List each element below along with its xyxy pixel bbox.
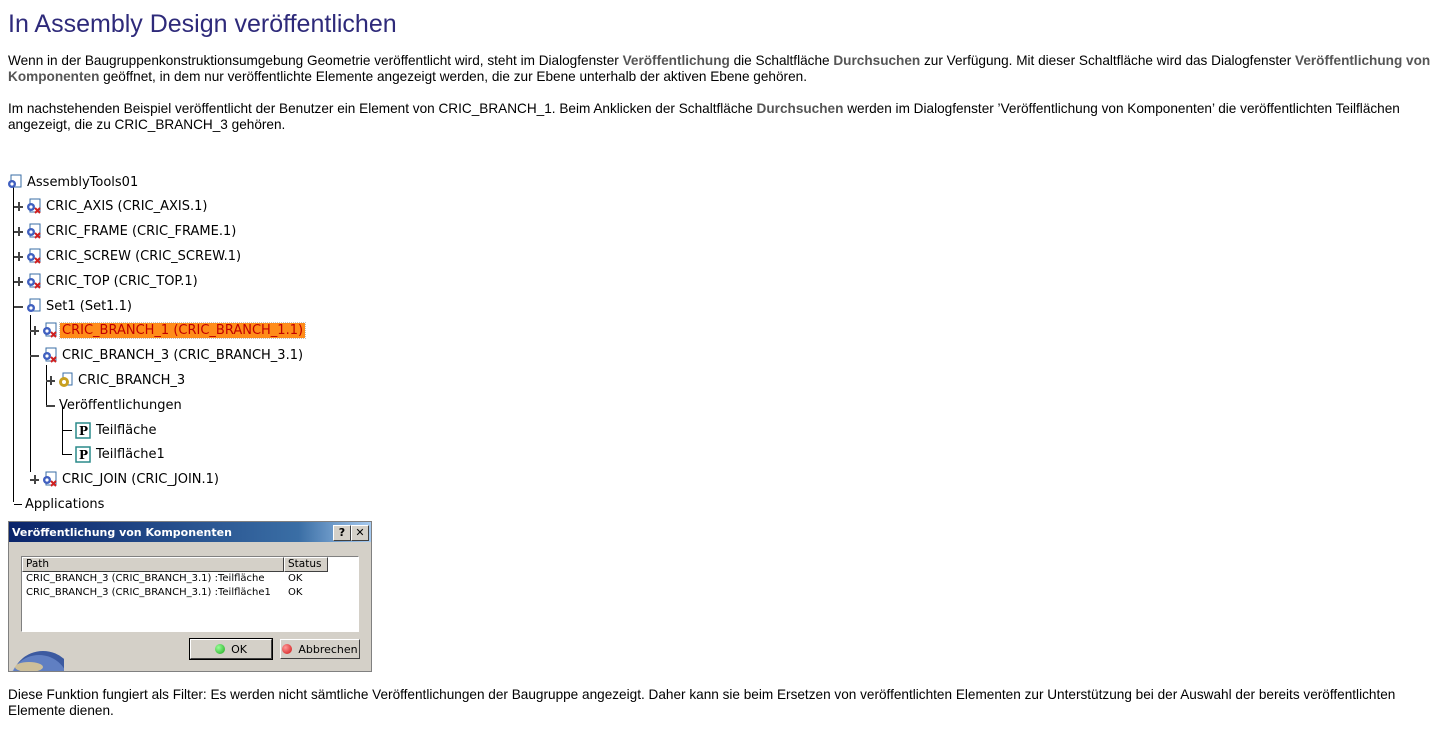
tree-node-label: CRIC_TOP (CRIC_TOP.1): [46, 273, 198, 289]
row-path: CRIC_BRANCH_3 (CRIC_BRANCH_3.1) :Teilfläche: [26, 573, 265, 584]
text-run: geöffnet, in dem nur veröffentlichte Elemente angezeigt werden, die zur Ebene unterhalb der aktiven Ebene gehören.: [99, 69, 807, 84]
collapse-icon[interactable]: [14, 302, 23, 311]
ok-button[interactable]: [190, 639, 272, 659]
column-header-status[interactable]: Status: [284, 557, 328, 572]
ui-term: Durchsuchen: [756, 101, 844, 116]
tree-node[interactable]: [30, 470, 221, 490]
catia-globe-icon: [9, 643, 64, 671]
assembly-icon: [25, 298, 42, 315]
tree-node[interactable]: [14, 296, 134, 316]
tree-node[interactable]: [14, 271, 200, 291]
expand-icon[interactable]: [14, 252, 23, 261]
expand-icon[interactable]: [14, 277, 23, 286]
example-paragraph: [8, 101, 1452, 133]
expand-icon[interactable]: [30, 475, 39, 484]
tree-node-label: CRIC_JOIN (CRIC_JOIN.1): [62, 472, 219, 488]
specification-tree: [0, 170, 400, 515]
product-icon: [41, 347, 58, 364]
tree-connector: [62, 454, 72, 455]
svg-text:P: P: [79, 423, 89, 438]
publication-icon: [75, 446, 92, 463]
column-header-path[interactable]: Path: [22, 557, 284, 572]
publication-icon: [75, 422, 92, 439]
ui-term: Veröffentlichung von Komponenten: [8, 53, 1431, 84]
tree-node-label: CRIC_BRANCH_3: [78, 372, 186, 388]
tree-node[interactable]: [14, 494, 106, 514]
help-button[interactable]: ?: [333, 525, 351, 541]
tree-node[interactable]: [14, 246, 243, 266]
expand-icon[interactable]: [14, 227, 23, 236]
tree-connector: [14, 504, 22, 505]
tree-node-label: Veröffentlichungen: [59, 397, 182, 413]
tree-node-label: Teilfläche1: [96, 447, 165, 463]
tree-connector: [62, 430, 72, 431]
svg-text:P: P: [79, 448, 89, 463]
ui-term: Veröffentlichung: [622, 53, 730, 68]
close-button[interactable]: ✕: [351, 525, 369, 541]
page-title: In Assembly Design veröffentlichen: [8, 10, 397, 38]
product-icon: [41, 471, 58, 488]
row-status: OK: [288, 573, 303, 584]
product-icon: [25, 198, 42, 215]
dialog-titlebar: [9, 522, 371, 542]
text-run: Im nachstehenden Beispiel veröffentlicht der Benutzer ein Element von CRIC_BRANCH_1. Beim Anklicken der Schaltfläche: [8, 101, 757, 116]
intro-paragraph: [8, 53, 1452, 85]
tree-node-label: CRIC_BRANCH_1 (CRIC_BRANCH_1.1): [62, 323, 304, 339]
tree-node[interactable]: [14, 222, 238, 242]
tree-node[interactable]: [30, 346, 305, 366]
collapse-icon[interactable]: [46, 401, 55, 410]
product-icon: [41, 322, 58, 339]
tree-node[interactable]: [75, 445, 167, 465]
tree-node[interactable]: [30, 321, 305, 341]
expand-icon[interactable]: [46, 376, 55, 385]
ok-button-label: OK: [231, 642, 247, 656]
dialog-title: Veröffentlichung von Komponenten: [12, 525, 232, 539]
tree-node[interactable]: [75, 420, 159, 440]
tree-node[interactable]: [14, 197, 210, 217]
list-header: [22, 557, 358, 572]
publication-list[interactable]: [21, 556, 359, 632]
collapse-icon[interactable]: [30, 351, 39, 360]
publication-components-dialog: [8, 521, 372, 672]
ok-status-icon: [215, 644, 225, 654]
cancel-status-icon: [282, 644, 292, 654]
assembly-icon: [6, 174, 23, 191]
expand-icon[interactable]: [30, 326, 39, 335]
tree-node[interactable]: [6, 172, 140, 192]
ui-term: Durchsuchen: [833, 53, 921, 68]
text-run: die Schaltfläche: [729, 53, 834, 68]
cancel-button-label: Abbrechen: [298, 642, 358, 656]
tree-node-label: Applications: [25, 496, 105, 512]
part-gear-icon: [57, 372, 74, 389]
tree-node-label: CRIC_BRANCH_3 (CRIC_BRANCH_3.1): [62, 348, 304, 364]
tree-node-label: AssemblyTools01: [27, 174, 139, 190]
list-row[interactable]: [22, 586, 358, 600]
product-icon: [25, 223, 42, 240]
tree-node[interactable]: [46, 370, 187, 390]
row-status: OK: [288, 587, 303, 598]
text-run: Wenn in der Baugruppenkonstruktionsumgebung Geometrie veröffentlicht wird, steht im Dialogfenster: [8, 53, 623, 68]
filter-paragraph: Diese Funktion fungiert als Filter: Es werden nicht sämtliche Veröffentlichungen der Baugruppe angezeigt. Daher kann sie beim Ersetzen von veröffentlichten Elementen zur Unterstützung bei der Auswahl der bereits veröffentlichten Elemente dienen.: [8, 687, 1396, 718]
text-run: werden im Dialogfenster ’Veröffentlichung von Komponenten’ die veröffentlichten Teilflächen angezeigt, die zu CRIC_BRANCH_3 gehören.: [8, 101, 1400, 132]
product-icon: [25, 248, 42, 265]
tree-node[interactable]: [46, 395, 184, 415]
text-run: zur Verfügung. Mit dieser Schaltfläche wird das Dialogfenster: [920, 53, 1296, 68]
tree-node-label: Teilfläche: [96, 422, 157, 438]
tree-node-label: CRIC_FRAME (CRIC_FRAME.1): [46, 224, 237, 240]
tree-node-label: CRIC_SCREW (CRIC_SCREW.1): [46, 248, 242, 264]
row-path: CRIC_BRANCH_3 (CRIC_BRANCH_3.1) :Teilfläche1: [26, 587, 271, 598]
cancel-button[interactable]: [280, 639, 360, 659]
list-row[interactable]: [22, 572, 358, 586]
expand-icon[interactable]: [14, 202, 23, 211]
product-icon: [25, 273, 42, 290]
tree-node-label: Set1 (Set1.1): [46, 298, 132, 314]
tree-node-label: CRIC_AXIS (CRIC_AXIS.1): [46, 199, 208, 215]
